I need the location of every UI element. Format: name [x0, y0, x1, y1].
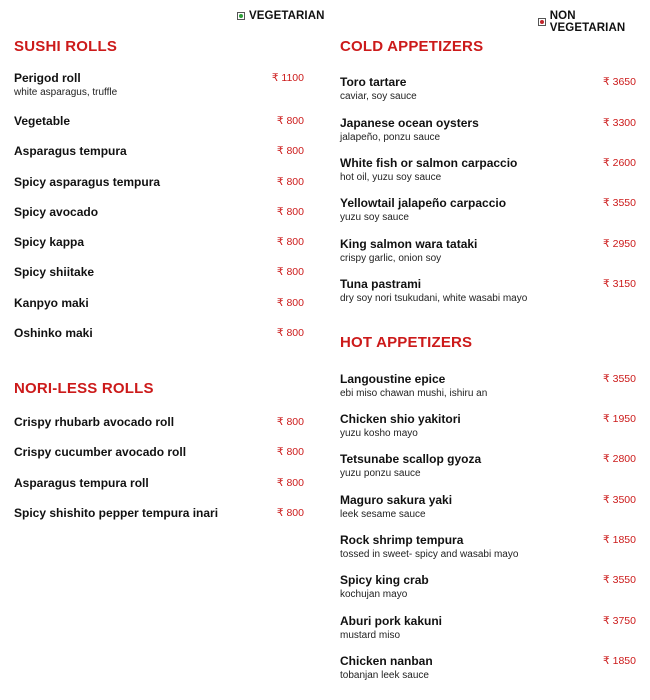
item-price: ₹ 3750	[603, 615, 636, 627]
item-price: ₹ 800	[276, 236, 304, 248]
legend-vegetarian	[237, 10, 325, 22]
menu-item	[340, 493, 636, 520]
item-price: ₹ 800	[276, 507, 304, 519]
item-price: ₹ 800	[276, 416, 304, 428]
nonveg-indicator-icon	[538, 18, 546, 26]
menu-item	[14, 235, 304, 249]
item-price: ₹ 3550	[603, 373, 636, 385]
item-price: ₹ 1950	[603, 413, 636, 425]
item-desc: mustard miso	[340, 630, 401, 641]
item-price: ₹ 3150	[603, 278, 636, 290]
menu-item	[340, 196, 636, 223]
item-name: Maguro sakura yaki	[340, 493, 453, 507]
item-name: Spicy asparagus tempura	[14, 175, 161, 189]
item-price: ₹ 800	[276, 115, 304, 127]
section-title: COLD APPETIZERS	[340, 38, 484, 55]
item-price: ₹ 800	[276, 206, 304, 218]
item-price: ₹ 3500	[603, 494, 636, 506]
item-name: Vegetable	[14, 114, 71, 128]
item-price: ₹ 2950	[603, 238, 636, 250]
item-name: Toro tartare	[340, 75, 407, 89]
menu-item	[14, 114, 304, 128]
item-desc: white asparagus, truffle	[14, 87, 118, 98]
item-name: Yellowtail jalapeño carpaccio	[340, 196, 507, 210]
menu-item	[340, 372, 636, 399]
item-price: ₹ 2800	[603, 453, 636, 465]
item-desc: yuzu kosho mayo	[340, 428, 418, 439]
item-price: ₹ 800	[276, 477, 304, 489]
legend-veg-label: VEGETARIAN	[249, 10, 325, 22]
menu-item	[14, 445, 304, 459]
item-price: ₹ 800	[276, 145, 304, 157]
item-name: Asparagus tempura	[14, 144, 127, 158]
menu-item	[14, 415, 304, 429]
item-price: ₹ 800	[276, 266, 304, 278]
item-price: ₹ 3550	[603, 197, 636, 209]
menu-item	[14, 205, 304, 219]
item-price: ₹ 1850	[603, 534, 636, 546]
menu-item	[14, 175, 304, 189]
section-sushi-rolls	[14, 38, 304, 55]
item-price: ₹ 2600	[603, 157, 636, 169]
item-name: Spicy king crab	[340, 573, 429, 587]
menu-item	[340, 412, 636, 439]
item-desc: kochujan mayo	[340, 589, 408, 600]
item-desc: hot oil, yuzu soy sauce	[340, 172, 442, 183]
item-name: Rock shrimp tempura	[340, 533, 464, 547]
item-desc: caviar, soy sauce	[340, 91, 417, 102]
item-name: Perigod roll	[14, 71, 81, 85]
item-desc: yuzu soy sauce	[340, 212, 409, 223]
item-desc: dry soy nori tsukudani, white wasabi mayo	[340, 293, 528, 304]
menu-item	[14, 326, 304, 340]
menu-item	[340, 573, 636, 600]
item-name: Chicken nanban	[340, 654, 433, 668]
item-price: ₹ 1100	[271, 72, 304, 84]
menu-item	[14, 71, 304, 98]
menu-item	[340, 452, 636, 479]
item-name: Spicy shiitake	[14, 265, 95, 279]
item-price: ₹ 800	[276, 446, 304, 458]
item-name: Oshinko maki	[14, 326, 93, 340]
item-price: ₹ 3300	[603, 117, 636, 129]
item-name: Spicy avocado	[14, 205, 99, 219]
menu-item	[340, 277, 636, 304]
item-name: Spicy kappa	[14, 235, 85, 249]
menu-item	[340, 654, 636, 681]
item-desc: tobanjan leek sauce	[340, 670, 429, 681]
item-name: Tuna pastrami	[340, 277, 422, 291]
item-desc: ebi miso chawan mushi, ishiru an	[340, 388, 488, 399]
item-name: Spicy shishito pepper tempura inari	[14, 506, 219, 520]
veg-indicator-icon	[237, 12, 245, 20]
menu-item	[340, 75, 636, 102]
menu-item	[14, 476, 304, 490]
item-name: Tetsunabe scallop gyoza	[340, 452, 482, 466]
item-name: Crispy rhubarb avocado roll	[14, 415, 175, 429]
menu-item	[340, 237, 636, 264]
item-price: ₹ 800	[276, 176, 304, 188]
menu-item	[340, 533, 636, 560]
item-name: King salmon wara tataki	[340, 237, 478, 251]
menu-item	[14, 296, 304, 310]
item-price: ₹ 1850	[603, 655, 636, 667]
menu-item	[14, 144, 304, 158]
menu-item	[340, 116, 636, 143]
section-nori-less-rolls	[14, 380, 304, 397]
section-title: NORI-LESS ROLLS	[14, 380, 154, 397]
item-name: White fish or salmon carpaccio	[340, 156, 518, 170]
legend-non-vegetarian	[538, 10, 650, 34]
item-desc: crispy garlic, onion soy	[340, 253, 442, 264]
item-desc: leek sesame sauce	[340, 509, 426, 520]
item-price: ₹ 3650	[603, 76, 636, 88]
item-name: Japanese ocean oysters	[340, 116, 479, 130]
menu-item	[14, 506, 304, 520]
item-name: Langoustine epice	[340, 372, 446, 386]
item-desc: yuzu ponzu sauce	[340, 468, 421, 479]
item-desc: tossed in sweet- spicy and wasabi mayo	[340, 549, 519, 560]
item-name: Crispy cucumber avocado roll	[14, 445, 187, 459]
menu-item	[14, 265, 304, 279]
item-name: Aburi pork kakuni	[340, 614, 443, 628]
menu-item	[340, 614, 636, 641]
section-cold-appetizers	[340, 38, 636, 55]
item-price: ₹ 800	[276, 297, 304, 309]
section-title: SUSHI ROLLS	[14, 38, 118, 55]
item-price: ₹ 800	[276, 327, 304, 339]
item-name: Asparagus tempura roll	[14, 476, 149, 490]
section-title: HOT APPETIZERS	[340, 334, 473, 351]
section-hot-appetizers	[340, 334, 636, 351]
legend-nonveg-label: NON VEGETARIAN	[549, 10, 626, 34]
item-name: Chicken shio yakitori	[340, 412, 461, 426]
item-name: Kanpyo maki	[14, 296, 89, 310]
item-desc: jalapeño, ponzu sauce	[340, 132, 441, 143]
item-price: ₹ 3550	[603, 574, 636, 586]
menu-item	[340, 156, 636, 183]
